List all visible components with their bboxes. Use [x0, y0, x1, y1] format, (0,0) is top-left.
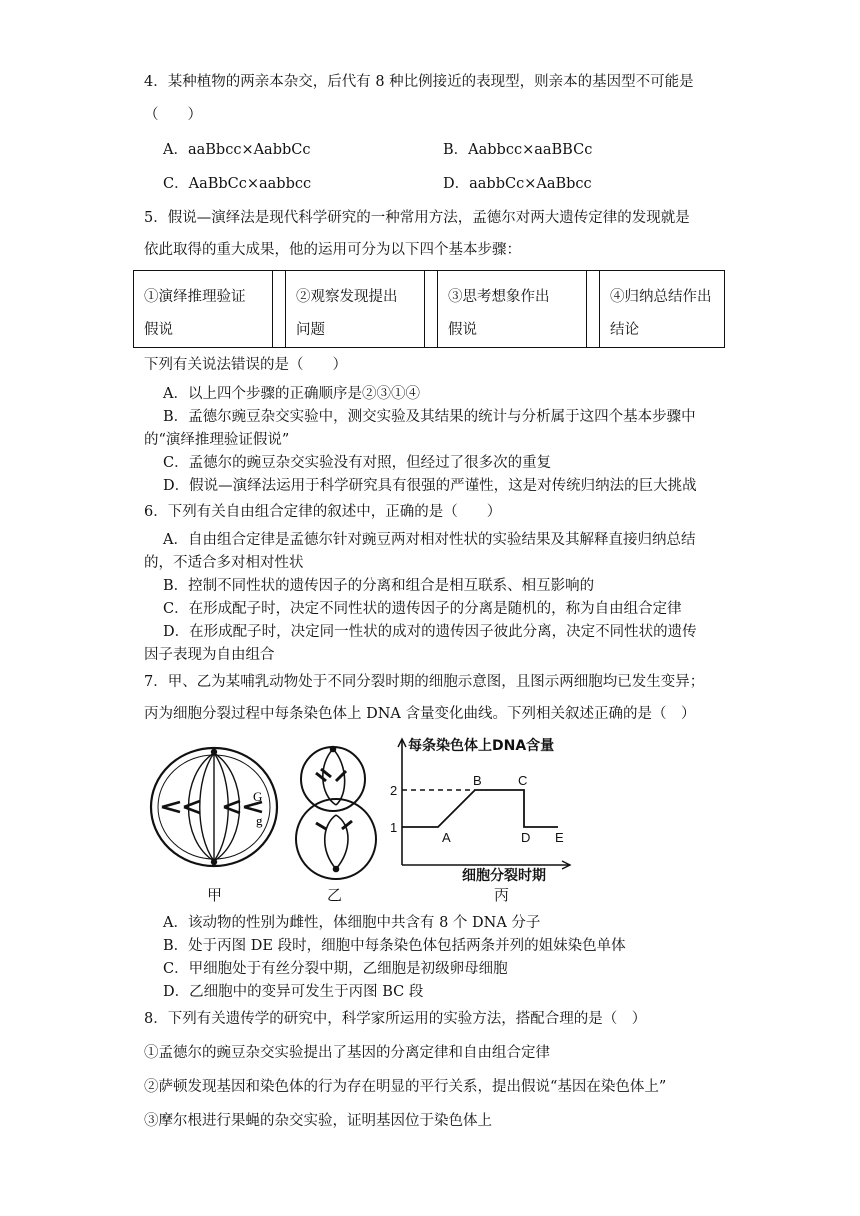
- q7-option-b: B．处于丙图 DE 段时，细胞中每条染色体包括两条并列的姐妹染色单体: [163, 938, 626, 954]
- graph-y-label: 每条染色体上DNA含量: [408, 738, 555, 754]
- graph-x-label: 细胞分裂时期: [462, 868, 546, 884]
- dna-content-curve: [402, 790, 558, 827]
- q4-option-d: D．aabbCc×AaBbcc: [443, 176, 592, 192]
- step-cell-3: [438, 271, 587, 348]
- step-4-line2: 结论: [610, 322, 639, 338]
- step-cell-1: [134, 271, 273, 348]
- caption-yi: 乙: [327, 886, 343, 904]
- caption-bing: 丙: [494, 886, 510, 904]
- q4-option-a: A．aaBbcc×AabbCc: [163, 142, 311, 158]
- y-tick-2: 2: [390, 783, 398, 798]
- q8-item-1: ①孟德尔的豌豆杂交实验提出了基因的分离定律和自由组合定律: [144, 1045, 550, 1061]
- q8-item-3: ③摩尔根进行果蝇的杂交实验，证明基因位于染色体上: [144, 1113, 492, 1129]
- gene-label-upper: G: [253, 789, 263, 804]
- point-b-label: B: [473, 773, 482, 788]
- step-cell-4: [600, 271, 725, 348]
- q7-option-d: D．乙细胞中的变异可发生于丙图 BC 段: [163, 984, 424, 1000]
- q4-option-b: B．Aabbcc×aaBBCc: [443, 142, 593, 158]
- step-1-line1: ①演绎推理验证: [144, 289, 246, 305]
- point-e-label: E: [555, 830, 564, 845]
- q4-bracket: （ ）: [144, 107, 202, 123]
- q6-option-a-line1: A．自由组合定律是孟德尔针对豌豆两对相对性状的实验结果及其解释直接归纳总结: [163, 532, 696, 548]
- q5-steps-table: [133, 270, 725, 348]
- q5-option-a: A．以上四个步骤的正确顺序是②③①④: [163, 386, 420, 402]
- q5-option-c: C．孟德尔的豌豆杂交实验没有对照，但经过了很多次的重复: [163, 455, 552, 471]
- q6-option-b: B．控制不同性状的遗传因子的分离和组合是相互联系、相互影响的: [163, 578, 595, 594]
- q6-option-a-line2: 的，不适合多对相对性状: [144, 555, 304, 571]
- step-gap: [425, 271, 438, 348]
- point-d-label: D: [521, 830, 531, 845]
- step-gap: [273, 271, 286, 348]
- q4-option-c: C．AaBbCc×aabbcc: [163, 176, 312, 192]
- q7-figure-svg: [140, 735, 600, 905]
- q6-option-d-line1: D．在形成配子时，决定同一性状的成对的遗传因子彼此分离，决定不同性状的遗传: [163, 624, 697, 640]
- step-cell-2: [286, 271, 425, 348]
- q5-stem-line1: 5．假说—演绎法是现代科学研究的一种常用方法，孟德尔对两大遗传定律的发现就是: [144, 210, 690, 226]
- gene-label-lower: g: [256, 813, 263, 828]
- caption-jia: 甲: [207, 886, 223, 904]
- step-1-line2: 假说: [144, 322, 173, 338]
- q5-option-d: D．假说—演绎法运用于科学研究具有很强的严谨性，这是对传统归纳法的巨大挑战: [163, 478, 697, 494]
- q5-stem-line2: 依此取得的重大成果，他的运用可分为以下四个基本步骤：: [144, 242, 521, 258]
- q7-stem-line2: 丙为细胞分裂过程中每条染色体上 DNA 含量变化曲线。下列相关叙述正确的是（ ）: [144, 706, 696, 722]
- q5-option-b-line1: B．孟德尔豌豆杂交实验中，测交实验及其结果的统计与分析属于这四个基本步骤中: [163, 409, 696, 425]
- step-2-line1: ②观察发现提出: [296, 289, 398, 305]
- q7-option-a: A．该动物的性别为雌性，体细胞中共含有 8 个 DNA 分子: [163, 915, 541, 931]
- q5-option-b-line2: 的“演绎推理验证假说”: [144, 432, 290, 448]
- q7-stem-line1: 7．甲、乙为某哺乳动物处于不同分裂时期的细胞示意图，且图示两细胞均已发生变异；: [144, 674, 705, 690]
- step-2-line2: 问题: [296, 322, 325, 338]
- cell-jia-diagram: [151, 748, 277, 866]
- q8-item-2: ②萨顿发现基因和染色体的行为存在明显的平行关系，提出假说“基因在染色体上”: [144, 1079, 667, 1095]
- step-4-line1: ④归纳总结作出: [610, 289, 712, 305]
- q6-stem: 6．下列有关自由组合定律的叙述中，正确的是（ ）: [144, 504, 502, 520]
- q7-option-c: C．甲细胞处于有丝分裂中期，乙细胞是初级卵母细胞: [163, 961, 508, 977]
- q8-stem: 8．下列有关遗传学的研究中，科学家所运用的实验方法，搭配合理的是（ ）: [144, 1011, 647, 1027]
- point-c-label: C: [518, 773, 528, 788]
- dna-graph: [398, 739, 570, 869]
- step-3-line1: ③思考想象作出: [448, 289, 550, 305]
- q7-figure: [140, 735, 600, 905]
- cell-yi-diagram: [296, 747, 376, 880]
- step-3-line2: 假说: [448, 322, 477, 338]
- q5-question: 下列有关说法错误的是（ ）: [144, 357, 347, 373]
- point-a-label: A: [442, 830, 451, 845]
- step-gap: [587, 271, 600, 348]
- q6-option-c: C．在形成配子时，决定不同性状的遗传因子的分离是随机的，称为自由组合定律: [163, 601, 682, 617]
- q4-stem: 4．某种植物的两亲本杂交，后代有 8 种比例接近的表现型，则亲本的基因型不可能是: [144, 74, 694, 90]
- q6-option-d-line2: 因子表现为自由组合: [144, 647, 275, 663]
- y-tick-1: 1: [390, 820, 398, 835]
